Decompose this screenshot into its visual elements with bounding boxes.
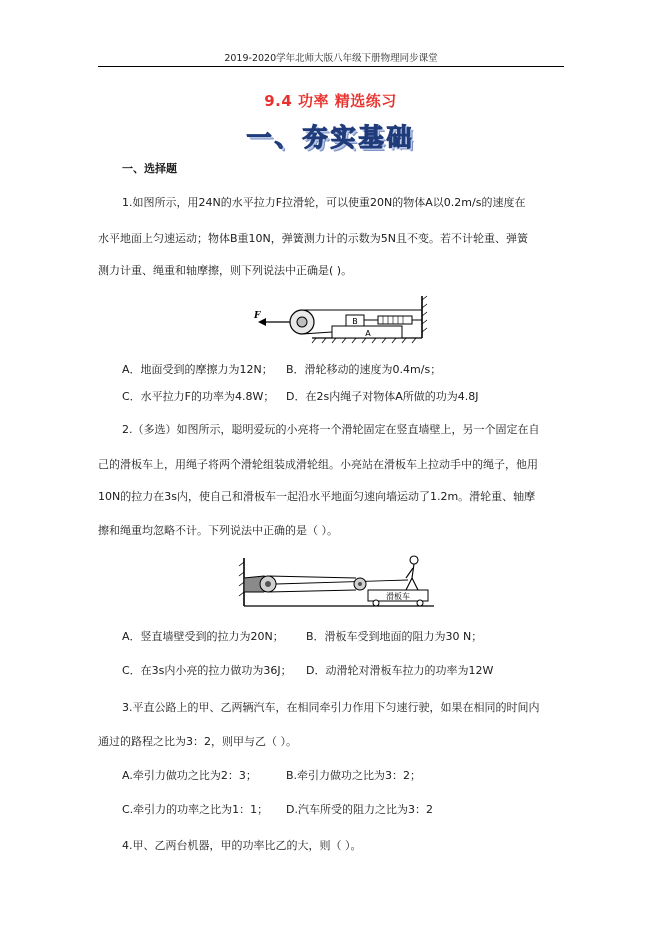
q1-label-b: B [352,317,358,326]
section-label: 一、选择题 [122,162,177,175]
q1-line-2: 水平地面上匀速运动；物体B重10N，弹簧测力计的示数为5N且不变。若不计轮重、弹簧 [98,232,528,245]
q2-line-1: 2.（多选）如图所示，聪明爱玩的小亮将一个滑轮固定在竖直墙壁上，另一个固定在自 [122,423,540,436]
q3-option-d: D.汽车所受的阻力之比为3：2 [286,803,433,816]
q2-rope-2 [268,590,356,592]
q2-rope-3 [276,580,408,584]
q3-option-c: C.牵引力的功率之比为1：1； [122,803,269,816]
header-divider [98,66,564,67]
q3-line-1: 3.平直公路上的甲、乙两辆汽车，在相同牵引力作用下匀速行驶，如果在相同的时间内 [122,701,540,714]
q2-option-a: A．竖直墙壁受到的拉力为20N； [122,630,284,643]
q2-option-d: D．动滑轮对滑板车拉力的功率为12W [306,664,494,677]
q1-line-1: 1.如图所示，用24N的水平拉力F拉滑轮，可以使重20N的物体A以0.2m/s的速度在 [122,196,526,209]
q1-line-3: 测力计重、绳重和轴摩擦，则下列说法中正确是( )。 [98,264,353,277]
q1-ground-hatch [312,338,416,343]
section-banner: 一、夯实基础 [246,123,415,152]
q1-option-c: C．水平拉力F的功率为4.8W； [122,390,275,403]
q2-line-3: 10N的拉力在3s内，使自己和滑板车一起沿水平地面匀速向墙运动了1.2m。滑轮重、轴摩 [98,490,536,503]
q1-label-a: A [365,329,371,338]
q2-person [406,556,418,590]
q2-line-4: 擦和绳重均忽略不计。下列说法中正确的是（ ）。 [98,524,338,537]
page-header: 2019-2020学年北师大版八年级下册物理同步课堂 [224,53,438,64]
q1-pulley-figure [250,292,430,344]
q2-rope-1 [268,576,356,578]
q2-wheel-left [373,600,379,606]
q1-option-d: D．在2s内绳子对物体A所做的功为4.8J [286,390,479,403]
q2-skateboard-figure [238,552,438,610]
q2-wheel-right [417,600,423,606]
q2-wall-pulley-hub [265,581,271,587]
q2-option-b: B．滑板车受到地面的阻力为30 N； [306,630,483,643]
q2-option-c: C．在3s内小亮的拉力做功为36J； [122,664,292,677]
q2-line-2: 己的滑板车上，用绳子将两个滑轮组装成滑轮组。小亮站在滑板车上拉动手中的绳子，他用 [98,458,538,471]
page-title: 9.4 功率 精选练习 [264,92,397,110]
q3-option-b: B.牵引力做功之比为3：2； [286,769,422,782]
q4-line-1: 4.甲、乙两台机器，甲的功率比乙的大，则（ ）。 [122,839,362,852]
q1-pulley-hub [297,317,307,327]
q3-option-a: A.牵引力做功之比为2：3； [122,769,257,782]
q1-option-b: B．滑轮移动的速度为0.4m/s； [286,363,442,376]
q2-cart-label: 滑板车 [386,592,410,601]
q1-label-f: F [254,311,261,321]
q1-option-a: A．地面受到的摩擦力为12N； [122,363,273,376]
q3-line-2: 通过的路程之比为3：2，则甲与乙（ ）。 [98,735,297,748]
